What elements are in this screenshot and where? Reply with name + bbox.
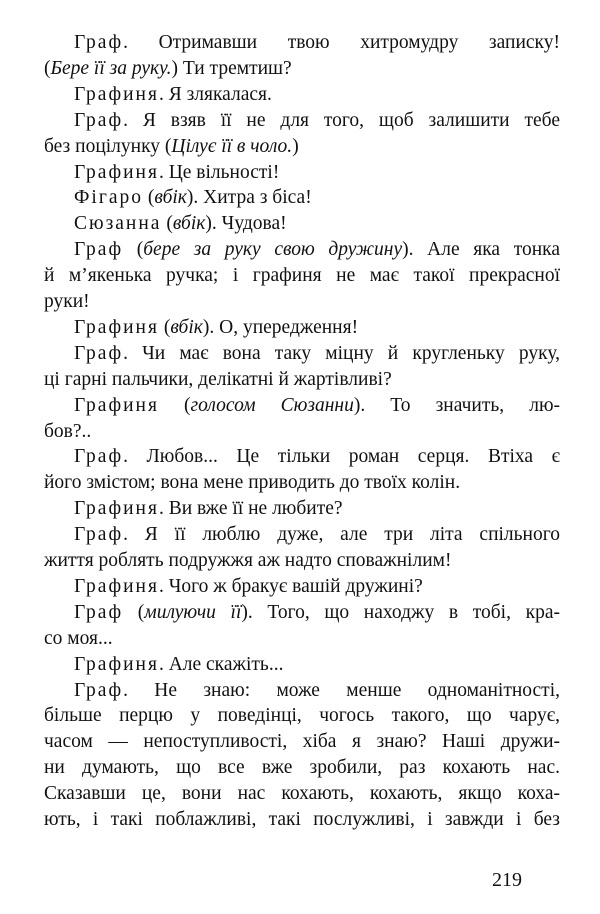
text-run: більше перцю у поведінці, чогось такого, що чарує, (44, 705, 560, 727)
text-run: . Я взяв її не для того, щоб залишити тебе (123, 109, 560, 131)
text-line (44, 703, 560, 728)
speaker-name: Графиня (74, 653, 159, 675)
text-run: . Я її люблю дуже, але три літа спільного (123, 524, 560, 546)
text-line (44, 522, 560, 547)
text-run: ці гарні пальчики, делікатні й жартівливі? (44, 368, 392, 390)
text-line (44, 781, 560, 806)
text-line (44, 108, 560, 133)
text-run: ( (142, 187, 155, 209)
text-run: ( (161, 213, 173, 235)
text-run: життя роблять подружжя аж надто споважнілим! (44, 550, 452, 571)
text-line (44, 367, 560, 392)
speaker-name: Графиня (74, 575, 159, 597)
text-line (44, 574, 560, 599)
stage-direction: голосом Сюзанни (190, 394, 354, 416)
text-line (44, 289, 560, 314)
text-line (44, 185, 560, 210)
text-line (44, 444, 560, 469)
speaker-name: Графиня (74, 83, 159, 105)
text-line (44, 496, 560, 521)
text-line (44, 807, 560, 832)
speaker-name: Граф (74, 446, 124, 468)
speaker-name: Граф (74, 342, 124, 364)
speaker-name: Граф (74, 679, 124, 701)
text-run: його змістом; вона мене приводить до твоїх колін. (44, 472, 461, 494)
stage-direction: вбік (154, 187, 187, 209)
text-run: ( (123, 601, 145, 623)
text-run: ). О, упередження! (202, 316, 359, 338)
stage-direction: вбік (172, 213, 206, 235)
text-run: ( (158, 394, 191, 416)
text-run: ють, і такі поблажливі, такі послужливі, і завжди і без (44, 809, 560, 830)
speaker-name: Фігаро (74, 187, 143, 209)
text-line (44, 82, 560, 107)
text-run: ) (292, 135, 299, 157)
text-run: со моя... (44, 627, 113, 649)
text-run: часом — непоступливості, хіба я знаю? Наші дружи- (44, 731, 560, 753)
text-run: ). Чудова! (205, 213, 287, 235)
text-run: Сказавши це, вони нас кохають, кохають, якщо коха- (44, 783, 560, 805)
text-line (44, 755, 560, 780)
speaker-name: Сюзанна (74, 213, 162, 235)
text-line (44, 237, 560, 262)
text-line (44, 419, 560, 444)
speaker-name: Графиня (74, 394, 159, 416)
text-line (44, 341, 560, 366)
text-line (44, 393, 560, 418)
text-run: . Любов... Це тільки роман серця. Втіха є (123, 446, 560, 468)
text-line (44, 211, 560, 236)
text-run: й м’якенька ручка; і графиня не має такої прекрасної (44, 265, 560, 287)
text-run: ). Але яка тонка (402, 239, 560, 261)
text-line (44, 548, 560, 573)
stage-direction: бере за руку свою дружину (143, 239, 403, 261)
speaker-name: Граф (74, 239, 124, 261)
text-run: ). То значить, лю- (353, 394, 561, 416)
text-run: . Чи має вона таку міцну й кругленьку руку, (123, 342, 560, 364)
text-run: . Ви вже її не любите? (158, 498, 343, 520)
speaker-name: Графиня (74, 316, 159, 338)
text-line (44, 160, 560, 185)
text-line (44, 134, 560, 159)
text-run: . Отримавши твою хитромудру записку! (123, 32, 560, 53)
speaker-name: Граф (74, 524, 124, 546)
text-run: ( (123, 239, 144, 261)
text-run: ( (44, 57, 51, 79)
text-line (44, 626, 560, 651)
text-run: ) Ти тремтиш? (171, 57, 292, 79)
text-run: . Це вільності! (158, 161, 280, 183)
stage-direction: Цілує її в чоло. (171, 135, 293, 157)
text-run: без поцілунку ( (44, 135, 172, 157)
stage-direction: вбік (170, 316, 203, 338)
text-line (44, 56, 560, 81)
text-run: . Чого ж бракує вашій дружині? (158, 575, 423, 597)
speaker-name: Графиня (74, 161, 159, 183)
text-run: . Не знаю: може менше одноманітності, (123, 679, 560, 701)
stage-direction: милуючи її (144, 601, 242, 623)
text-line (44, 678, 560, 703)
stage-direction: Бере її за руку. (50, 57, 172, 79)
text-run: ни думають, що все вже зробили, раз кохають нас. (44, 757, 560, 779)
text-run: ). Хитра з біса! (186, 187, 312, 209)
text-line (44, 263, 560, 288)
text-line (44, 600, 560, 625)
text-run: бов?.. (44, 420, 92, 442)
page-number: 219 (492, 869, 522, 891)
speaker-name: Граф (74, 601, 124, 623)
speaker-name: Граф (74, 32, 124, 53)
text-line (44, 470, 560, 495)
text-run: ). Того, що находжу в тобі, кра- (241, 601, 560, 623)
text-run: ( (158, 316, 171, 338)
text-run: руки! (44, 291, 90, 312)
text-run: . Але скажіть... (158, 653, 284, 675)
speaker-name: Графиня (74, 498, 159, 520)
text-line (44, 30, 560, 55)
speaker-name: Граф (74, 109, 124, 131)
text-line (44, 729, 560, 754)
text-line (44, 652, 560, 677)
text-line (44, 315, 560, 340)
text-run: . Я злякалася. (158, 83, 272, 105)
